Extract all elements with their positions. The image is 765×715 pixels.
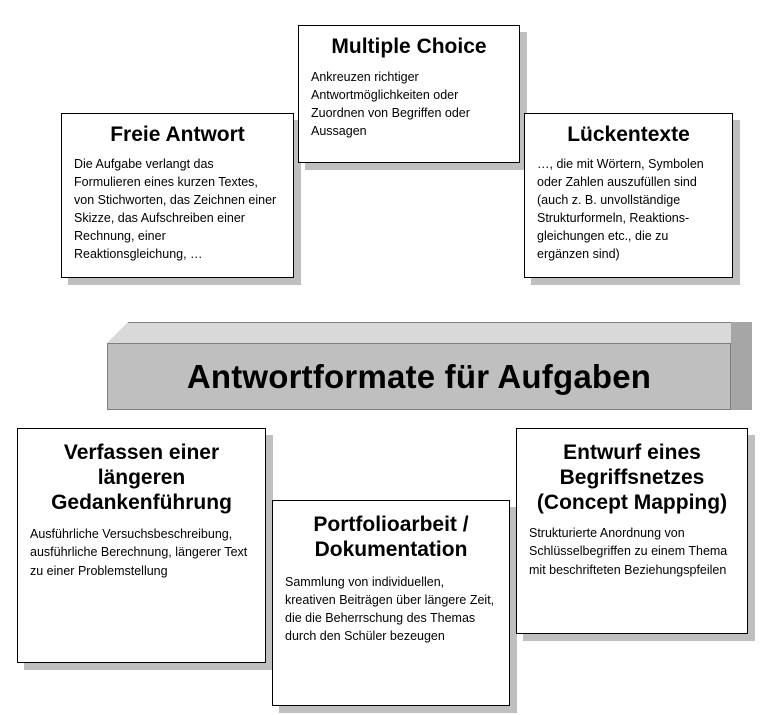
card-title: Multiple Choice xyxy=(331,35,487,58)
concept-card-multiple-choice xyxy=(298,25,520,163)
card-title: Entwurf eines Begriffsnetzes (Concept Mapping) xyxy=(536,441,728,514)
card-title: Portfolioarbeit / Dokumentation xyxy=(313,513,469,561)
concept-card-verfassen xyxy=(17,428,266,663)
card-body: Ankreuzen richtiger Antwortmöglichkeiten oder Zuordnen von Begriffen oder Aussagen xyxy=(311,69,470,139)
concept-card-portfolio xyxy=(272,500,510,706)
banner-top-bevel xyxy=(107,322,128,343)
card-body: Die Aufgabe verlangt das Formulieren eines kurzen Textes, von Stichworten, das Zeichnen einer Skizze, das Aufschreiben einer Rechnung, einer Reaktionsgleichung, … xyxy=(74,156,277,262)
concept-card-entwurf xyxy=(516,428,748,634)
card-title: Freie Antwort xyxy=(110,123,245,146)
card-body: …, die mit Wörtern, Symbolen oder Zahlen auszufüllen sind (auch z. B. unvollständige Strukturformeln, Reaktions-gleichungen etc., die zu ergänzen sind) xyxy=(537,156,704,262)
concept-card-freie-antwort xyxy=(61,113,294,278)
card-body: Sammlung von individuellen, kreativen Beiträgen über längere Zeit, die die Beherrschung des Themas durch den Schüler bezeugen xyxy=(285,574,495,643)
banner-title: Antwortformate für Aufgaben xyxy=(186,357,652,395)
card-title: Verfassen einer längeren Gedankenführung xyxy=(51,441,232,514)
card-body: Ausführliche Versuchsbeschreibung, ausführliche Berechnung, längerer Text zu einer Problemstellung xyxy=(30,527,248,578)
card-body: Strukturierte Anordnung von Schlüsselbegriffen zu einem Thema mit beschrifteten Beziehungspfeilen xyxy=(529,526,728,577)
main-banner xyxy=(107,322,752,410)
concept-card-lueckentexte xyxy=(524,113,733,278)
card-title: Lückentexte xyxy=(567,123,690,146)
banner-side-face xyxy=(731,322,752,410)
banner-top-face xyxy=(128,322,752,343)
banner-front-face xyxy=(107,343,731,410)
